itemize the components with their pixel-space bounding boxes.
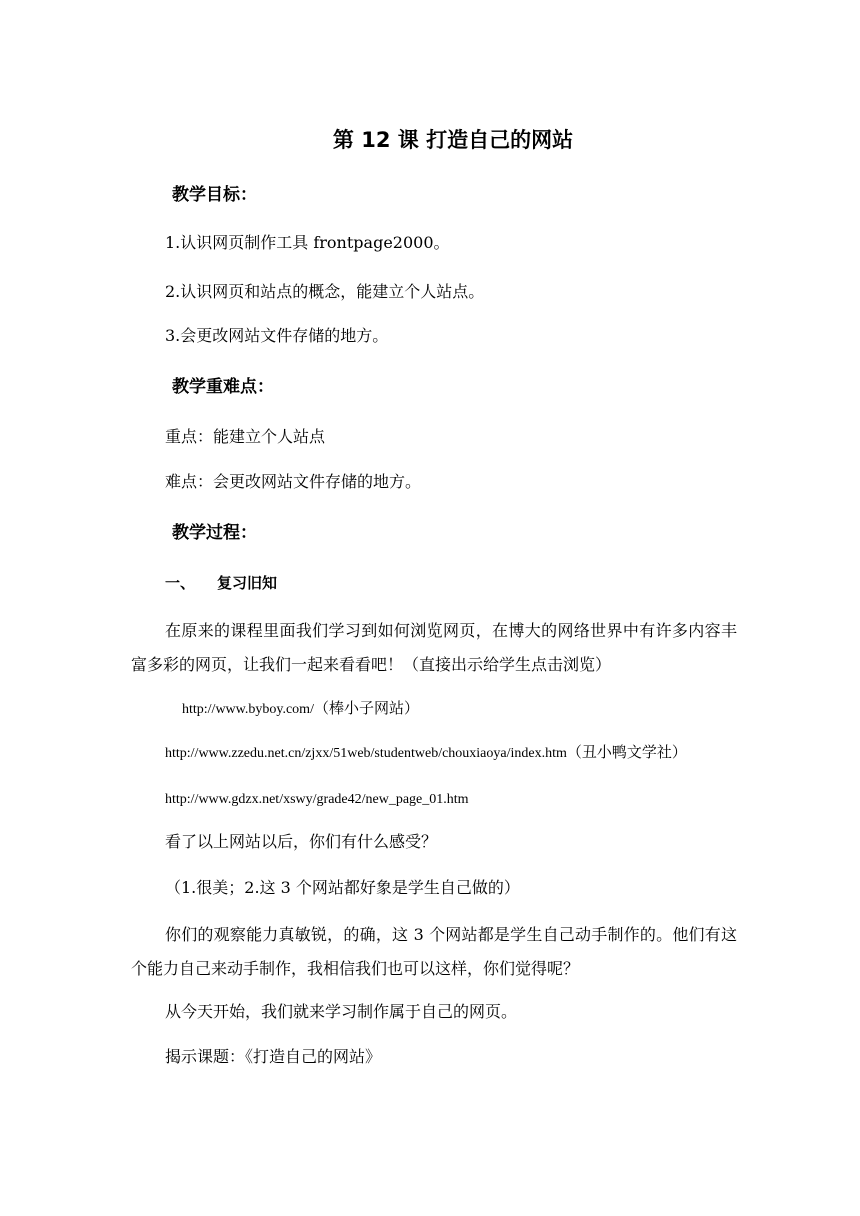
key-focus: 重点：能建立个人站点 xyxy=(165,427,326,446)
process-heading: 教学过程： xyxy=(172,523,257,543)
objective-item-2: 2.认识网页和站点的概念，能建立个人站点。 xyxy=(165,282,485,301)
link-line-3 xyxy=(165,788,469,810)
link-note-2: （丑小鸭文学社） xyxy=(566,743,687,761)
section-1-title: 复习旧知 xyxy=(217,574,278,592)
link-url-2[interactable]: http://www.zzedu.net.cn/zjxx/51web/studentweb/chouxiaoya/index.htm xyxy=(165,746,567,761)
objectives-heading: 教学目标： xyxy=(172,185,257,205)
key-points-heading: 教学重难点： xyxy=(172,377,274,397)
objective-item-3: 3.会更改网站文件存储的地方。 xyxy=(165,326,389,345)
answer-line: （1.很美；2.这 3 个网站都好象是学生自己做的） xyxy=(165,878,520,897)
question-line: 看了以上网站以后，你们有什么感受？ xyxy=(165,832,438,851)
section-1-number: 一、 xyxy=(165,574,196,592)
page-title: 第 12 课 打造自己的网站 xyxy=(332,128,574,152)
intro-paragraph: 在原来的课程里面我们学习到如何浏览网页，在博大的网络世界中有许多内容丰富多彩的网页，让我们一起来看看吧！（直接出示给学生点击浏览） xyxy=(131,621,737,674)
section-1-heading xyxy=(165,573,277,593)
link-url-1[interactable]: http://www.byboy.com/ xyxy=(182,702,314,717)
link-line-1 xyxy=(182,698,419,720)
key-difficulty: 难点：会更改网站文件存储的地方。 xyxy=(165,472,422,491)
objective-item-1: 1.认识网页制作工具 frontpage2000。 xyxy=(165,233,450,252)
observation-paragraph: 你们的观察能力真敏锐，的确，这 3 个网站都是学生自己动手制作的。他们有这个能力自己来动手制作，我相信我们也可以这样，你们觉得呢？ xyxy=(131,925,737,978)
link-url-3[interactable]: http://www.gdzx.net/xswy/grade42/new_page_01.htm xyxy=(165,792,469,807)
reveal-topic-line: 揭示课题：《打造自己的网站》 xyxy=(165,1047,382,1066)
link-note-1: （棒小子网站） xyxy=(313,699,419,717)
link-line-2 xyxy=(165,742,687,764)
start-today-line: 从今天开始，我们就来学习制作属于自己的网页。 xyxy=(165,1002,518,1021)
